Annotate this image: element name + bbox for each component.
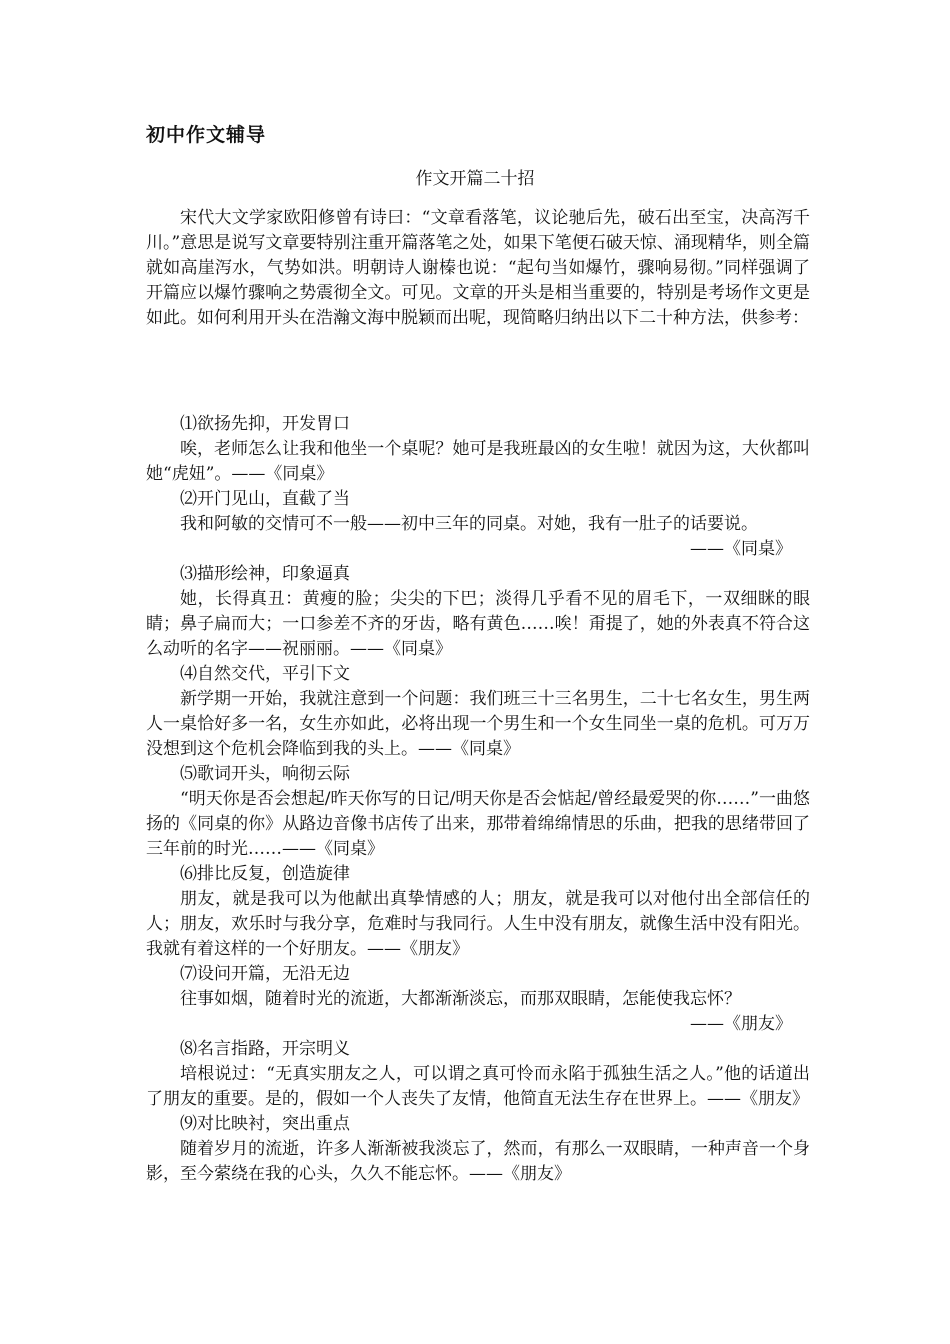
method-example: “明天你是否会想起/昨天你写的日记/明天你是否会惦起/曾经最爱哭的你……”一曲悠扬的《同桌的你》从路边音像书店传了出来，那带着绵绵情思的乐曲，把我的思绪带回了三年前的时光……——《同桌》 bbox=[146, 789, 810, 859]
method-item bbox=[146, 862, 810, 962]
method-source: ——《朋友》 bbox=[690, 1014, 792, 1034]
method-item bbox=[146, 662, 810, 762]
document-title: 作文开篇二十招 bbox=[415, 169, 535, 189]
method-example: 随着岁月的流逝，许多人渐渐被我淡忘了，然而，有那么一双眼睛，一种声音一个身影，至今萦绕在我的心头，久久不能忘怀。——《朋友》 bbox=[146, 1139, 810, 1184]
method-title: ⑺设问开篇，无沿无边 bbox=[180, 964, 350, 984]
method-example: 唉，老师怎么让我和他坐一个桌呢？她可是我班最凶的女生啦！就因为这，大伙都叫她“虎妞”。——《同桌》 bbox=[146, 439, 810, 484]
method-title: ⑼对比映衬，突出重点 bbox=[180, 1114, 350, 1134]
method-example: 培根说过：“无真实朋友之人，可以谓之真可怜而永陷于孤独生活之人。”他的话道出了朋友的重要。是的，假如一个人丧失了友情，他简直无法生存在世界上。——《朋友》 bbox=[146, 1064, 810, 1109]
method-item bbox=[146, 487, 810, 562]
method-example: 往事如烟，随着时光的流逝，大都渐渐淡忘，而那双眼睛，怎能使我忘怀？ bbox=[180, 989, 741, 1009]
method-item bbox=[146, 962, 810, 1037]
method-example: 她，长得真丑：黄瘦的脸；尖尖的下巴；淡得几乎看不见的眉毛下，一双细眯的眼睛；鼻子扁而大；一口参差不齐的牙齿，略有黄色……唉！甭提了，她的外表真不符合这么动听的名字——祝丽丽。——《同桌》 bbox=[146, 589, 810, 659]
method-title: ⑶描形绘神，印象逼真 bbox=[180, 564, 350, 584]
method-title: ⑹排比反复，创造旋律 bbox=[180, 864, 350, 884]
method-title: ⑵开门见山，直截了当 bbox=[180, 489, 350, 509]
method-title: ⑴欲扬先抑，开发胃口 bbox=[180, 414, 350, 434]
methods-list bbox=[146, 412, 810, 1187]
method-item bbox=[146, 1112, 810, 1187]
method-source: ——《同桌》 bbox=[690, 539, 792, 559]
method-example: 我和阿敏的交情可不一般——初中三年的同桌。对她，我有一肚子的话要说。 bbox=[180, 514, 758, 534]
method-title: ⑷自然交代，平引下文 bbox=[180, 664, 350, 684]
document-header: 初中作文辅导 bbox=[146, 124, 267, 146]
method-example: 朋友，就是我可以为他献出真挚情感的人；朋友，就是我可以对他付出全部信任的人；朋友，欢乐时与我分享，危难时与我同行。人生中没有朋友，就像生活中没有阳光。我就有着这样的一个好朋友。——《朋友》 bbox=[146, 889, 810, 959]
method-title: ⑻名言指路，开宗明义 bbox=[180, 1039, 350, 1059]
method-item bbox=[146, 1037, 810, 1112]
method-title: ⑸歌词开头，响彻云际 bbox=[180, 764, 350, 784]
method-example: 新学期一开始，我就注意到一个问题：我们班三十三名男生，二十七名女生，男生两人一桌恰好多一名，女生亦如此，必将出现一个男生和一个女生同坐一桌的危机。可万万没想到这个危机会降临到我的头上。——《同桌》 bbox=[146, 689, 810, 759]
method-item bbox=[146, 412, 810, 487]
method-item bbox=[146, 762, 810, 862]
method-item bbox=[146, 562, 810, 662]
intro-paragraph: 宋代大文学家欧阳修曾有诗曰：“文章看落笔，议论驰后先，破石出至宝，决高泻千川。”意思是说写文章要特别注重开篇落笔之处，如果下笔便石破天惊、涌现精华，则全篇就如高崖泻水，气势如洪。明朝诗人谢榛也说：“起句当如爆竹，骤响易彻。”同样强调了开篇应以爆竹骤响之势震彻全文。可见。文章的开头是相当重要的，特别是考场作文更是如此。如何利用开头在浩瀚文海中脱颖而出呢，现简略归纳出以下二十种方法，供参考： bbox=[146, 208, 810, 328]
